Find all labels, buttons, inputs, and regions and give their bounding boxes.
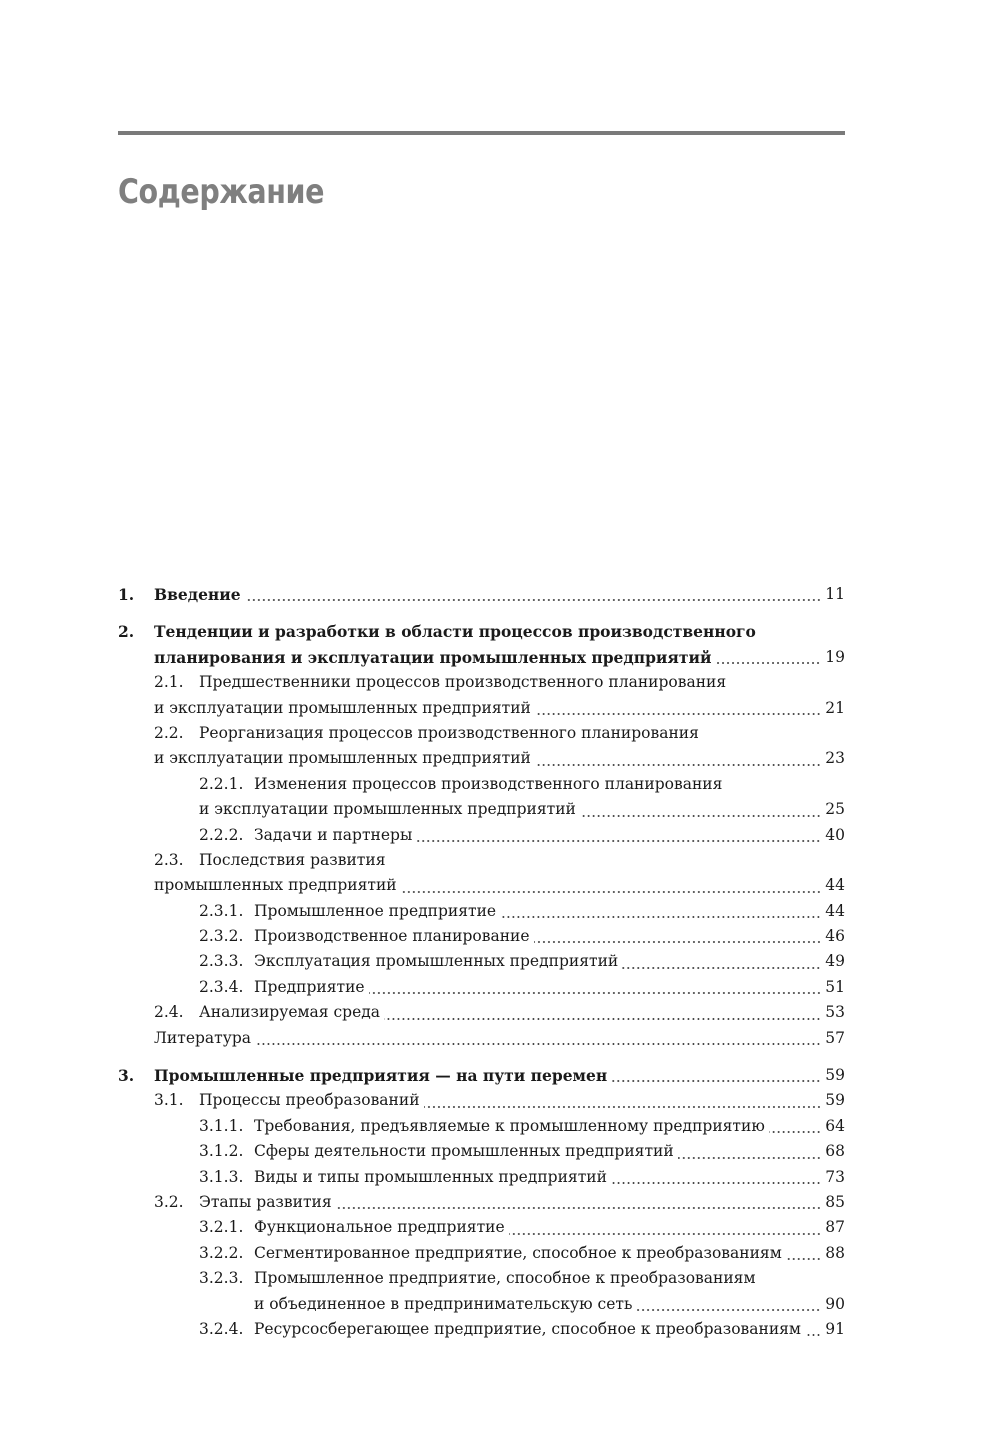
dot-leader: [805, 1334, 821, 1336]
toc-entry-title: Изменения процессов производственного планирования: [254, 774, 723, 793]
toc-entry[interactable]: [118, 1241, 845, 1266]
toc-entry-title: и объединенное в предпринимательскую сеть: [254, 1294, 633, 1313]
table-of-contents: [118, 570, 845, 1342]
toc-entry[interactable]: [118, 975, 845, 1000]
toc-entry-title: Функциональное предприятие: [254, 1218, 505, 1237]
toc-entry-title: Промышленное предприятие: [254, 901, 497, 920]
toc-entry-number: 3.1.: [154, 1091, 184, 1110]
dot-leader: [535, 764, 821, 766]
dot-leader: [636, 1309, 821, 1311]
toc-entry[interactable]: [118, 1000, 845, 1025]
dot-leader: [786, 1258, 821, 1260]
toc-entry[interactable]: [118, 1317, 845, 1342]
dot-leader: [611, 1182, 821, 1184]
toc-entry-number: 3.2.4.: [199, 1319, 244, 1338]
toc-entry-number: 3.2.2.: [199, 1243, 244, 1262]
dot-leader: [678, 1157, 821, 1159]
toc-page-number: 53: [825, 1003, 845, 1022]
toc-entry-title: Последствия развития: [199, 850, 386, 869]
toc-entry-title: Анализируемая среда: [199, 1003, 381, 1022]
toc-page-number: 91: [825, 1319, 845, 1338]
toc-entry-title: Литература: [154, 1028, 252, 1047]
toc-page-number: 23: [825, 749, 845, 768]
toc-entry-number: 3.2.: [154, 1192, 184, 1211]
toc-entry-number: 3.2.3.: [199, 1269, 244, 1288]
toc-entry[interactable]: [118, 582, 845, 607]
toc-page-number: 11: [825, 585, 845, 603]
toc-page-number: 73: [825, 1167, 845, 1186]
toc-entry-title: Эксплуатация промышленных предприятий: [254, 952, 619, 971]
dot-leader: [255, 1043, 821, 1045]
toc-entry[interactable]: [118, 848, 845, 899]
toc-entry[interactable]: [118, 823, 845, 848]
toc-entry-title: Промышленные предприятия — на пути перемен: [154, 1066, 608, 1086]
toc-page-number: 57: [825, 1028, 845, 1047]
toc-entry-title: Задачи и партнеры: [254, 825, 413, 844]
toc-page-number: 46: [825, 927, 845, 946]
dot-leader: [622, 967, 821, 969]
toc-page-number: 85: [825, 1192, 845, 1211]
toc-entry-title: Сферы деятельности промышленных предприятий: [254, 1142, 674, 1161]
dot-leader: [535, 713, 821, 715]
toc-entry-title: Промышленное предприятие, способное к преобразованиям: [254, 1269, 756, 1288]
toc-entry-title: и эксплуатации промышленных предприятий: [199, 800, 576, 819]
toc-entry-number: 2.: [118, 622, 135, 642]
toc-entry[interactable]: [118, 772, 845, 823]
toc-entry-number: 2.3.3.: [199, 952, 244, 971]
toc-page-number: 87: [825, 1218, 845, 1237]
dot-leader: [369, 992, 821, 994]
dot-leader: [611, 1080, 821, 1082]
toc-entry[interactable]: [118, 949, 845, 974]
toc-entry-number: 3.1.1.: [199, 1116, 244, 1135]
toc-page-number: 51: [825, 977, 845, 996]
toc-entry-number: 2.4.: [154, 1003, 184, 1022]
toc-entry[interactable]: [118, 1026, 845, 1051]
toc-entry[interactable]: [118, 1190, 845, 1215]
dot-leader: [580, 815, 821, 817]
toc-entry-number: 2.3.1.: [199, 901, 244, 920]
toc-entry-number: 2.2.: [154, 723, 184, 742]
toc-entry-title: промышленных предприятий: [154, 876, 397, 895]
dot-leader: [500, 916, 821, 918]
toc-entry-title: Ресурсосберегающее предприятие, способное к преобразованиям: [254, 1319, 801, 1338]
toc-entry-title: Виды и типы промышленных предприятий: [254, 1167, 607, 1186]
toc-entry-title: Процессы преобразований: [199, 1091, 420, 1110]
toc-entry-title: Реорганизация процессов производственного планирования: [199, 723, 699, 742]
toc-entry-number: 2.1.: [154, 673, 184, 692]
toc-page-number: 44: [825, 901, 845, 920]
toc-entry-title: планирования и эксплуатации промышленных предприятий: [154, 647, 712, 667]
toc-entry[interactable]: [118, 1114, 845, 1139]
toc-entry[interactable]: [118, 1088, 845, 1113]
dot-leader: [424, 1106, 821, 1108]
toc-entry[interactable]: [118, 1266, 845, 1317]
dot-leader: [384, 1018, 821, 1020]
toc-entry-title: Тенденции и разработки в области процессов производственного: [154, 622, 756, 642]
toc-entry[interactable]: [118, 619, 845, 670]
toc-page-number: 88: [825, 1243, 845, 1262]
toc-entry-number: 3.: [118, 1066, 135, 1086]
dot-leader: [416, 840, 821, 842]
toc-page-number: 25: [825, 800, 845, 819]
toc-entry[interactable]: [118, 1063, 845, 1088]
dot-leader: [715, 662, 821, 664]
toc-page-number: 21: [825, 698, 845, 717]
toc-entry-number: 2.3.4.: [199, 977, 244, 996]
toc-page-number: 44: [825, 876, 845, 895]
toc-entry[interactable]: [118, 1215, 845, 1240]
toc-entry-title: Предшественники процессов производственного планирования: [199, 673, 727, 692]
toc-entry[interactable]: [118, 721, 845, 772]
toc-entry-number: 3.2.1.: [199, 1218, 244, 1237]
toc-page-number: 40: [825, 825, 845, 844]
toc-page-number: 68: [825, 1142, 845, 1161]
toc-page-number: 64: [825, 1116, 845, 1135]
toc-entry[interactable]: [118, 670, 845, 721]
dot-leader: [534, 941, 821, 943]
dot-leader: [401, 891, 821, 893]
dot-leader: [509, 1233, 821, 1235]
page-title: Содержание: [118, 172, 325, 212]
toc-entry-title: Введение: [154, 585, 241, 604]
toc-entry-title: и эксплуатации промышленных предприятий: [154, 698, 531, 717]
toc-entry[interactable]: [118, 1139, 845, 1164]
toc-entry-number: 3.1.2.: [199, 1142, 244, 1161]
toc-entry-number: 2.2.2.: [199, 825, 244, 844]
toc-entry-number: 2.3.2.: [199, 927, 244, 946]
dot-leader: [245, 599, 821, 601]
toc-entry-number: 1.: [118, 585, 135, 604]
dot-leader: [769, 1131, 821, 1133]
toc-entry[interactable]: [118, 899, 845, 924]
toc-page-number: 90: [825, 1294, 845, 1313]
toc-entry-number: 2.3.: [154, 850, 184, 869]
toc-entry-title: Требования, предъявляемые к промышленному предприятию: [254, 1116, 765, 1135]
dot-leader: [336, 1207, 821, 1209]
toc-page-number: 19: [825, 647, 845, 666]
toc-entry-title: и эксплуатации промышленных предприятий: [154, 749, 531, 768]
toc-entry-title: Производственное планирование: [254, 927, 530, 946]
toc-entry-title: Этапы развития: [199, 1192, 332, 1211]
toc-entry[interactable]: [118, 1165, 845, 1190]
toc-entry-number: 3.1.3.: [199, 1167, 244, 1186]
header-rule: [118, 131, 845, 135]
toc-page-number: 59: [825, 1066, 845, 1085]
toc-entry-number: 2.2.1.: [199, 774, 244, 793]
toc-entry-title: Сегментированное предприятие, способное к преобразованиям: [254, 1243, 782, 1262]
toc-entry-title: Предприятие: [254, 977, 365, 996]
toc-entry[interactable]: [118, 924, 845, 949]
toc-page-number: 59: [825, 1091, 845, 1110]
toc-page-number: 49: [825, 952, 845, 971]
